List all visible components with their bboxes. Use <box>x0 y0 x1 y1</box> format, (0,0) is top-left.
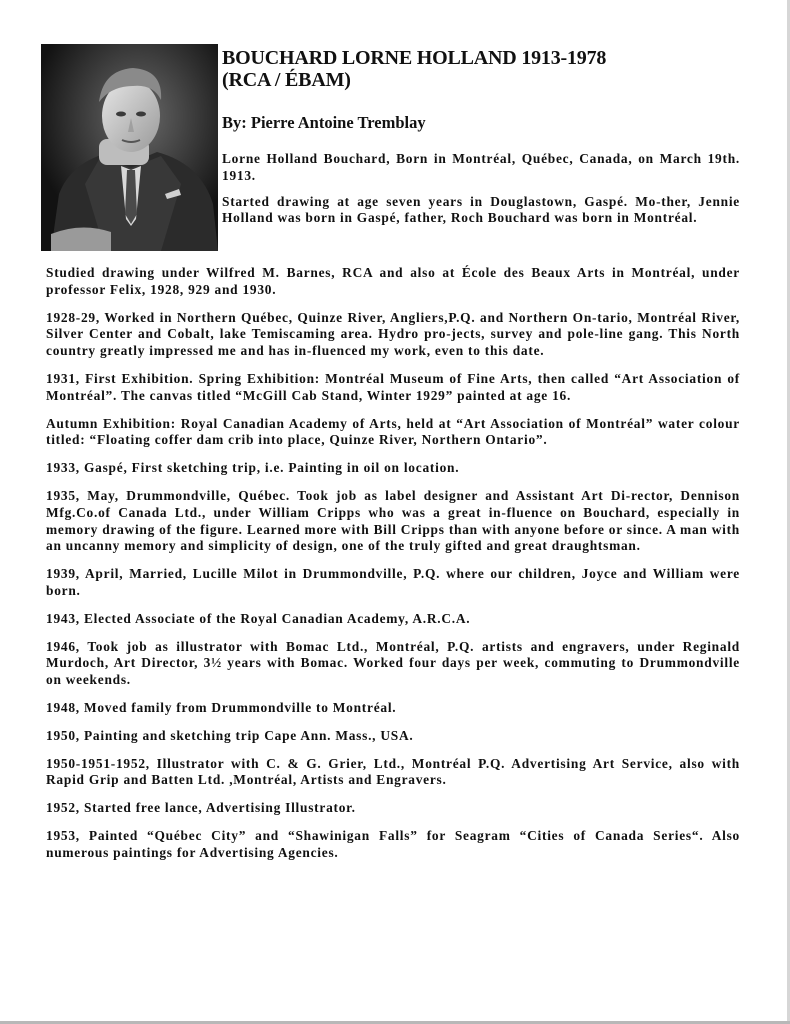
title-line-2: (RCA / ÉBAM) <box>222 69 351 91</box>
biography-paragraph: 1952, Started free lance, Advertising Illustrator. <box>46 800 356 816</box>
biography-paragraph: 1939, April, Married, Lucille Milot in Drummondville, P.Q. where our children, Joyce and William were born. <box>46 566 740 598</box>
biography-paragraph: 1950-1951-1952, Illustrator with C. & G. Grier, Ltd., Montréal P.Q. Advertising Art Service, also with Rapid Grip and Batten Ltd. ,Montréal, Artists and Engravers. <box>46 755 740 788</box>
biography-paragraph: 1935, May, Drummondville, Québec. Took job as label designer and Assistant Art Di-rector, Dennison Mfg.Co.of Canada Ltd., under William Cripps who was a great in-fluence on Bouchard, especially in memory drawing of the figure. Learned more with Bill Cripps than with anyone before or since. A man with an uncanny memory and simplicity of design, one of the truly gifted and great draughtsman. <box>46 487 740 554</box>
author-byline: By: Pierre Antoine Tremblay <box>222 113 426 132</box>
biography-paragraph: 1950, Painting and sketching trip Cape Ann. Mass., USA. <box>46 727 414 743</box>
portrait-photo <box>41 44 218 251</box>
biography-paragraph: 1948, Moved family from Drummondville to Montréal. <box>46 699 397 715</box>
intro-paragraph: Started drawing at age seven years in Douglastown, Gaspé. Mo-ther, Jennie Holland was born in Gaspé, father, Roch Bouchard was born in Montréal. <box>222 193 740 226</box>
intro-paragraph: Lorne Holland Bouchard, Born in Montréal, Québec, Canada, on March 19th. 1913. <box>222 151 740 183</box>
biography-paragraph: 1953, Painted “Québec City” and “Shawinigan Falls” for Seagram “Cities of Canada Series“. Also numerous paintings for Advertising Agencies. <box>46 827 740 860</box>
biography-body <box>46 265 740 873</box>
biography-paragraph: 1928-29, Worked in Northern Québec, Quinze River, Angliers,P.Q. and Northern On-tario, Montréal River, Silver Center and Cobalt, lake Temiscaming area. Hydro pro-jects, survey and pole-line gang. This North country greatly impressed me and has in-fluenced my work, even to this date. <box>46 309 740 359</box>
biography-paragraph: 1931, First Exhibition. Spring Exhibition: Montréal Museum of Fine Arts, then called “Art Association of Montréal”. The canvas titled “McGill Cab Stand, Winter 1929” painted at age 16. <box>46 370 740 403</box>
biography-paragraph: Studied drawing under Wilfred M. Barnes, RCA and also at École des Beaux Arts in Montréal, under professor Felix, 1928, 929 and 1930. <box>46 265 740 297</box>
document-title <box>222 47 762 91</box>
biography-paragraph: 1933, Gaspé, First sketching trip, i.e. Painting in oil on location. <box>46 460 460 476</box>
biography-paragraph: Autumn Exhibition: Royal Canadian Academy of Arts, held at “Art Association of Montréal” water colour titled: “Floating coffer dam crib into place, Quinze River, Northern Ontario”. <box>46 415 740 448</box>
biography-paragraph: 1946, Took job as illustrator with Bomac Ltd., Montréal, P.Q. artists and engravers, under Reginald Murdoch, Art Director, 3½ years with Bomac. Worked four days per week, commuting to Drummondville on weekends. <box>46 638 740 688</box>
intro-text <box>222 151 740 236</box>
biography-paragraph: 1943, Elected Associate of the Royal Canadian Academy, A.R.C.A. <box>46 610 471 626</box>
portrait-image <box>41 44 218 251</box>
title-line-1: BOUCHARD LORNE HOLLAND 1913-1978 <box>222 47 607 69</box>
